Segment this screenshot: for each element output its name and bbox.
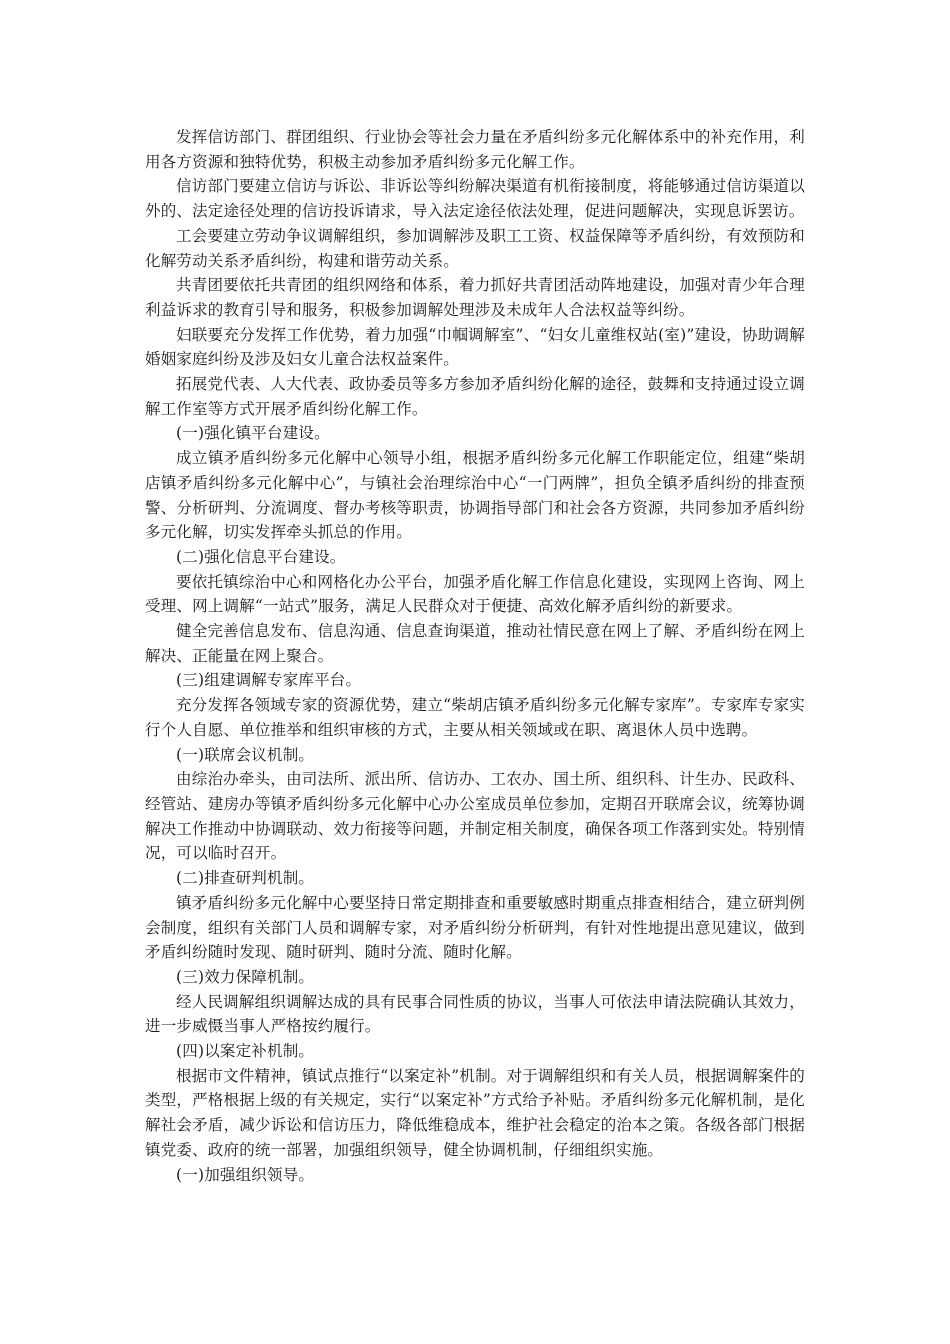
document-body — [145, 125, 805, 1187]
section-heading: (一)强化镇平台建设。 — [176, 424, 330, 443]
paragraph: 经人民调解组织调解达成的具有民事合同性质的协议，当事人可依法申请法院确认其效力，进一步威慑当事人严格按约履行。 — [145, 992, 805, 1036]
paragraph: 健全完善信息发布、信息沟通、信息查询渠道，推动社情民意在网上了解、矛盾纠纷在网上解决、正能量在网上聚合。 — [145, 622, 805, 665]
paragraph: 要依托镇综治中心和网格化办公平台，加强矛盾化解工作信息化建设，实现网上咨询、网上受理、网上调解“一站式”服务，满足人民群众对于便捷、高效化解矛盾纠纷的新要求。 — [145, 572, 805, 616]
paragraph: 发挥信访部门、群团组织、行业协会等社会力量在矛盾纠纷多元化解体系中的补充作用，利用各方资源和独特优势，积极主动参加矛盾纠纷多元化解工作。 — [145, 128, 805, 171]
paragraph: 充分发挥各领域专家的资源优势，建立“柴胡店镇矛盾纠纷多元化解专家库”。专家库专家实行个人自愿、单位推举和组织审核的方式，主要从相关领域或在职、离退休人员中选聘。 — [145, 696, 805, 739]
section-heading: (一)加强组织领导。 — [176, 1165, 315, 1184]
paragraph: 拓展党代表、人大代表、政协委员等多方参加矛盾纠纷化解的途径，鼓舞和支持通过设立调解工作室等方式开展矛盾纠纷化解工作。 — [145, 375, 805, 418]
section-heading: (一)联席会议机制。 — [176, 745, 315, 764]
paragraph: 根据市文件精神，镇试点推行“以案定补”机制。对于调解组织和有关人员，根据调解案件的类型，严格根据上级的有关规定，实行“以案定补”方式给予补贴。矛盾纠纷多元化解机制，是化解社会矛盾，减少诉讼和信访压力，降低维稳成本，维护社会稳定的治本之策。各级各部门根据镇党委、政府的统一部署，加强组织领导，健全协调机制，仔细组织实施。 — [145, 1066, 805, 1159]
paragraph: 信访部门要建立信访与诉讼、非诉讼等纠纷解决渠道有机衔接制度，将能够通过信访渠道以外的、法定途径处理的信访投诉请求，导入法定途径依法处理，促进问题解决，实现息诉罢访。 — [145, 177, 805, 221]
paragraph: 成立镇矛盾纠纷多元化解中心领导小组，根据矛盾纠纷多元化解工作职能定位，组建“柴胡店镇矛盾纠纷多元化解中心”，与镇社会治理综治中心“一门两牌”，担负全镇矛盾纠纷的排查预警、分析研判、分流调度、督办考核等职责，协调指导部门和社会各方资源，共同参加矛盾纠纷多元化解，切实发挥牵头抓总的作用。 — [145, 449, 805, 542]
paragraph: 妇联要充分发挥工作优势，着力加强“巾帼调解室”、“妇女儿童维权站(室)”建设，协助调解婚姻家庭纠纷及涉及妇女儿童合法权益案件。 — [145, 325, 805, 369]
paragraph: 由综治办牵头，由司法所、派出所、信访办、工农办、国土所、组织科、计生办、民政科、经管站、建房办等镇矛盾纠纷多元化解中心办公室成员单位参加，定期召开联席会议，统筹协调解决工作推动中协调联动、效力衔接等问题，并制定相关制度，确保各项工作落到实处。特别情况，可以临时召开。 — [145, 770, 805, 863]
paragraph: 共青团要依托共青团的组织网络和体系，着力抓好共青团活动阵地建设，加强对青少年合理利益诉求的教育引导和服务，积极参加调解处理涉及未成年人合法权益等纠纷。 — [145, 276, 805, 319]
section-heading: (二)强化信息平台建设。 — [176, 547, 346, 566]
section-heading: (三)效力保障机制。 — [176, 967, 315, 986]
section-heading: (四)以案定补机制。 — [176, 1042, 315, 1061]
section-heading: (三)组建调解专家库平台。 — [176, 671, 362, 690]
section-heading: (二)排查研判机制。 — [176, 869, 315, 888]
paragraph: 镇矛盾纠纷多元化解中心要坚持日常定期排查和重要敏感时期重点排查相结合，建立研判例会制度，组织有关部门人员和调解专家，对矛盾纠纷分析研判，有针对性地提出意见建议，做到矛盾纠纷随时发现、随时研判、随时分流、随时化解。 — [145, 893, 805, 962]
paragraph: 工会要建立劳动争议调解组织，参加调解涉及职工工资、权益保障等矛盾纠纷，有效预防和化解劳动关系矛盾纠纷，构建和谐劳动关系。 — [145, 226, 805, 270]
